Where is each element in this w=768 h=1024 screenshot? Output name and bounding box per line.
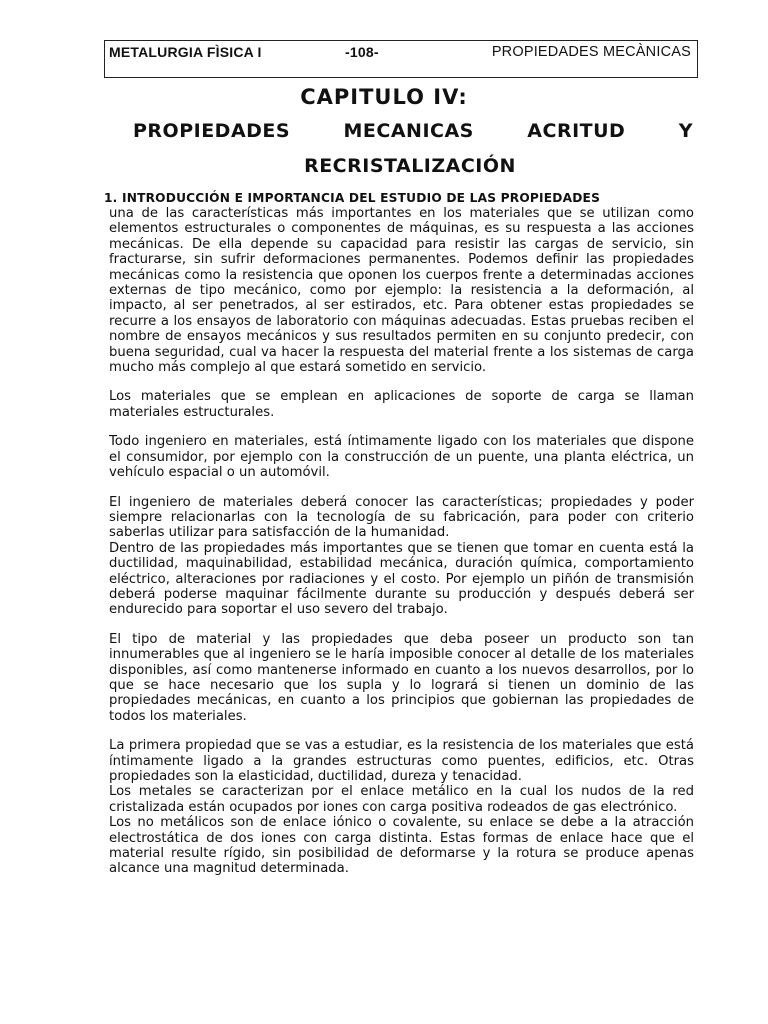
- chapter-title-line-2: RECRISTALIZACIÓN: [304, 155, 516, 177]
- paragraph: Los materiales que se emplean en aplicaciones de soporte de carga se llaman materiales estructurales.: [109, 389, 694, 420]
- page-header: [104, 40, 698, 78]
- paragraph: Dentro de las propiedades más importantes que se tienen que tomar en cuenta está la ductilidad, maquinabilidad, estabilidad mecánica, duración química, comportamiento eléctrico, alteraciones por radiaciones y el costo. Por ejemplo un piñón de transmisión deberá poderse maquinar fácilmente durante su producción y después deberá ser endurecido para soportar el uso severo del trabajo.: [109, 540, 694, 618]
- header-chapter-topic: PROPIEDADES MECÀNICAS: [491, 44, 691, 60]
- paragraph: Todo ingeniero en materiales, está íntimamente ligado con los materiales que dispone el consumidor, por ejemplo con la construcción de un puente, una planta eléctrica, un vehículo espacial o un automóvil.: [109, 434, 694, 481]
- chapter-heading: CAPITULO IV:: [300, 85, 468, 109]
- header-course-title: METALURGIA FÌSICA I: [109, 44, 262, 60]
- header-page-number: -108-: [345, 44, 379, 60]
- paragraph: una de las características más importantes en los materiales que se utilizan como elementos estructurales o componentes de máquinas, es su respuesta a las acciones mecánicas. De ella depende su capacidad para resistir las cargas de servicio, sin fracturarse, sin sufrir deformaciones permanentes. Podemos definir las propiedades mecánicas como la resistencia que oponen los cuerpos frente a determinadas acciones externas de tipo mecánico, como por ejemplo: la resistencia a la deformación, al impacto, al ser penetrados, al ser estirados, etc. Para obtener estas propiedades se recurre a los ensayos de laboratorio con máquinas adecuadas. Estas pruebas reciben el nombre de ensayos mecánicos y sus resultados permiten en su conjunto predecir, con buena seguridad, cual va hacer la respuesta del material frente a los sistemas de carga mucho más complejo al que estará sometido en servicio.: [109, 206, 694, 376]
- section-heading: 1. INTRODUCCIÓN E IMPORTANCIA DEL ESTUDIO DE LAS PROPIEDADES: [104, 191, 601, 205]
- paragraph: Los no metálicos son de enlace iónico o covalente, su enlace se debe a la atracción electrostática de dos iones con carga distinta. Estas formas de enlace hace que el material resulte rígido, sin posibilidad de deformarse y la rotura se produce apenas alcance una magnitud determinada.: [109, 815, 694, 877]
- paragraph: Los metales se caracterizan por el enlace metálico en la cual los nudos de la red cristalizada están ocupados por iones con carga positiva rodeados de gas electrónico.: [109, 784, 694, 815]
- paragraph: El ingeniero de materiales deberá conocer las características; propiedades y poder siempre relacionarlas con la tecnología de su fabricación, para poder con criterio saberlas utilizar para satisfacción de la humanidad.: [109, 494, 694, 541]
- body-text: [109, 206, 694, 877]
- paragraph: El tipo de material y las propiedades que deba poseer un producto son tan innumerables que al ingeniero se le haría imposible conocer al detalle de los materiales disponibles, así como mantenerse informado en cuanto a los nuevos desarrollos, por lo que se hace necesario que los supla y lo logrará si tienen un dominio de las propiedades mecánicas, en cuanto a los principios que gobiernan las propiedades de todos los materiales.: [109, 631, 694, 724]
- chapter-title-line-1: PROPIEDADES MECANICAS ACRITUD Y: [133, 120, 693, 142]
- paragraph: La primera propiedad que se vas a estudiar, es la resistencia de los materiales que está íntimamente ligado a la grandes estructuras como puentes, edificios, etc. Otras propiedades son la elasticidad, ductilidad, dureza y tenacidad.: [109, 738, 694, 784]
